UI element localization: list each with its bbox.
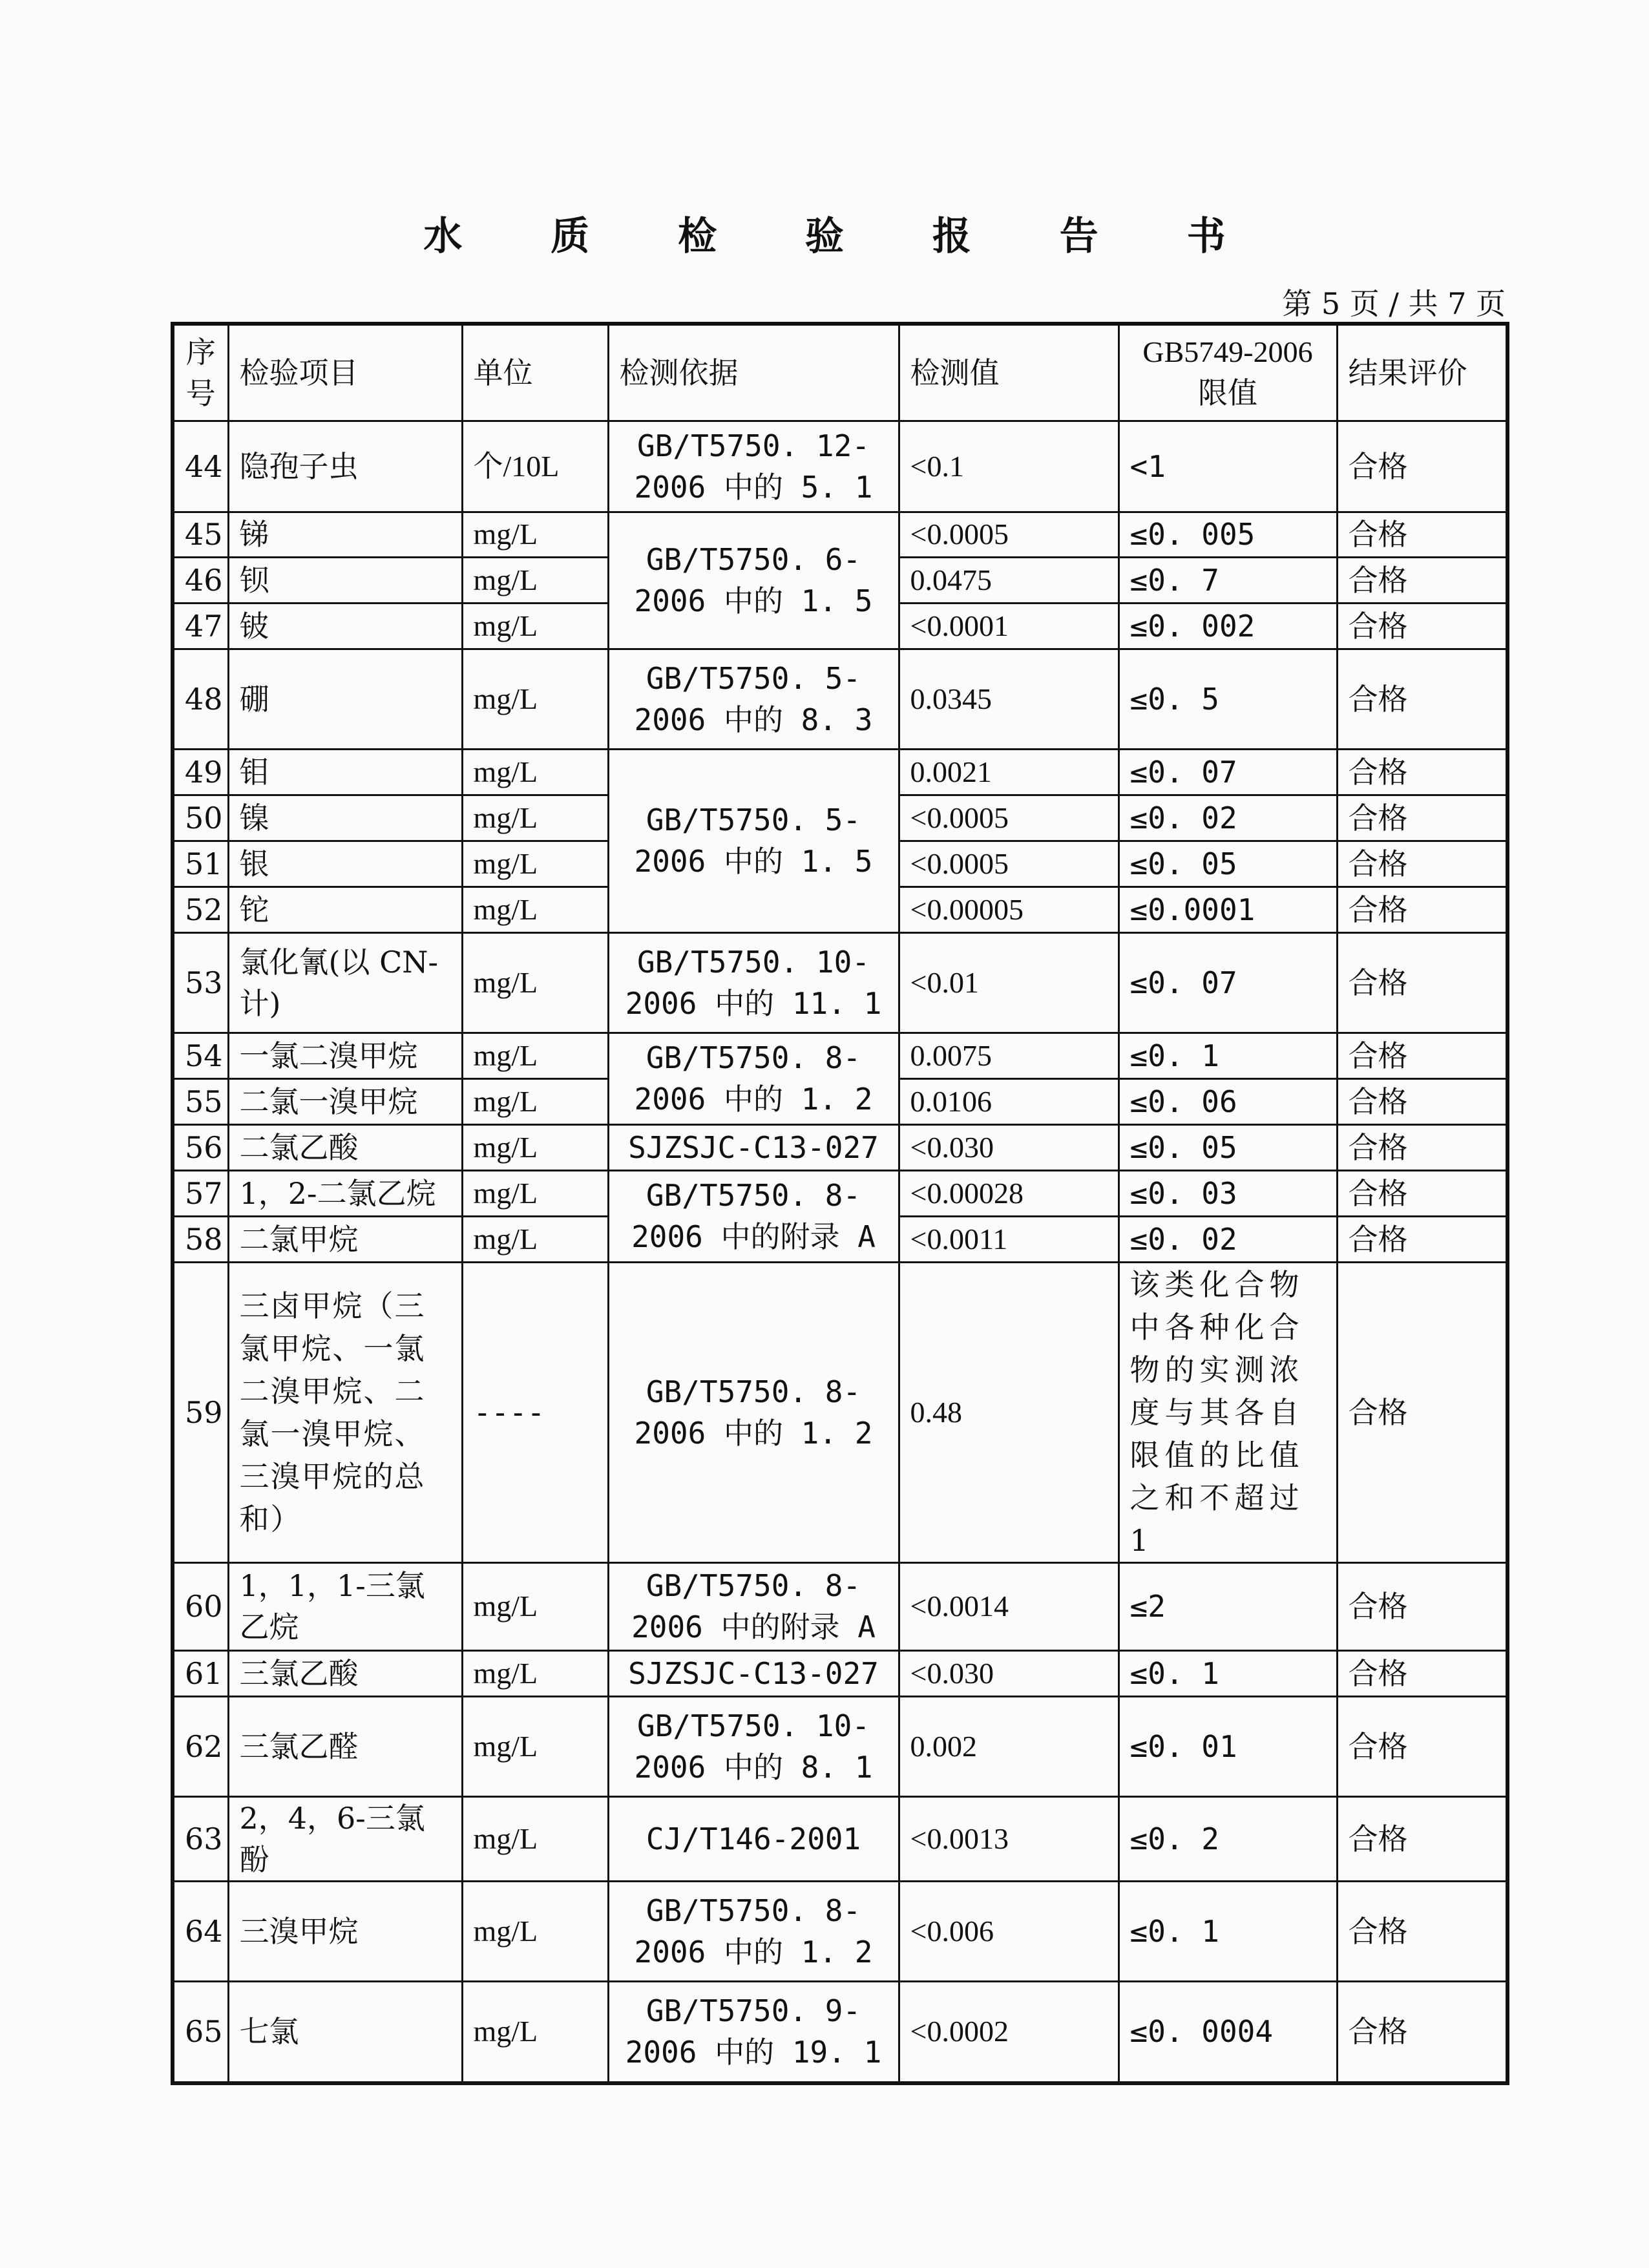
cell-result: 合格 bbox=[1337, 795, 1507, 841]
cell-limit: ≤0. 01 bbox=[1119, 1696, 1337, 1796]
cell-seq: 54 bbox=[173, 1033, 228, 1078]
cell-unit: mg/L bbox=[462, 1033, 608, 1078]
cell-unit: mg/L bbox=[462, 1170, 608, 1216]
cell-basis: SJZSJC-C13-027 bbox=[608, 1124, 899, 1170]
cell-result: 合格 bbox=[1337, 649, 1507, 749]
cell-basis: CJ/T146-2001 bbox=[608, 1796, 899, 1881]
cell-item: 钼 bbox=[228, 749, 462, 795]
cell-item: 铍 bbox=[228, 603, 462, 649]
header-basis: 检测依据 bbox=[608, 324, 899, 421]
cell-measured: <0.0005 bbox=[899, 841, 1119, 887]
cell-item: 一氯二溴甲烷 bbox=[228, 1033, 462, 1078]
cell-result: 合格 bbox=[1337, 749, 1507, 795]
cell-seq: 62 bbox=[173, 1696, 228, 1796]
cell-limit: <1 bbox=[1119, 421, 1337, 512]
cell-result: 合格 bbox=[1337, 932, 1507, 1033]
cell-measured: <0.0002 bbox=[899, 1981, 1119, 2083]
cell-seq: 51 bbox=[173, 841, 228, 887]
cell-unit: mg/L bbox=[462, 1881, 608, 1981]
cell-measured: <0.0014 bbox=[899, 1562, 1119, 1650]
cell-limit: ≤0. 1 bbox=[1119, 1881, 1337, 1981]
cell-basis: GB/T5750. 10-2006 中的 11. 1 bbox=[608, 932, 899, 1033]
cell-result: 合格 bbox=[1337, 1262, 1507, 1562]
cell-basis: GB/T5750. 12-2006 中的 5. 1 bbox=[608, 421, 899, 512]
cell-measured: 0.0075 bbox=[899, 1033, 1119, 1078]
cell-seq: 57 bbox=[173, 1170, 228, 1216]
cell-seq: 63 bbox=[173, 1796, 228, 1881]
header-result: 结果评价 bbox=[1337, 324, 1507, 421]
cell-limit: ≤0. 07 bbox=[1119, 749, 1337, 795]
cell-unit: mg/L bbox=[462, 649, 608, 749]
cell-item: 钡 bbox=[228, 557, 462, 603]
cell-measured: 0.0475 bbox=[899, 557, 1119, 603]
cell-seq: 46 bbox=[173, 557, 228, 603]
cell-unit: mg/L bbox=[462, 603, 608, 649]
cell-limit: ≤0. 0004 bbox=[1119, 1981, 1337, 2083]
cell-seq: 47 bbox=[173, 603, 228, 649]
cell-seq: 49 bbox=[173, 749, 228, 795]
cell-basis: GB/T5750. 9-2006 中的 19. 1 bbox=[608, 1981, 899, 2083]
cell-measured: 0.48 bbox=[899, 1262, 1119, 1562]
cell-measured: <0.0013 bbox=[899, 1796, 1119, 1881]
cell-unit: mg/L bbox=[462, 1650, 608, 1696]
cell-limit: ≤0. 5 bbox=[1119, 649, 1337, 749]
cell-result: 合格 bbox=[1337, 1796, 1507, 1881]
cell-seq: 48 bbox=[173, 649, 228, 749]
cell-unit: mg/L bbox=[462, 1078, 608, 1124]
cell-seq: 59 bbox=[173, 1262, 228, 1562]
cell-limit: ≤0. 05 bbox=[1119, 1124, 1337, 1170]
header-limit: GB5749-2006 限值 bbox=[1119, 324, 1337, 421]
cell-result: 合格 bbox=[1337, 887, 1507, 932]
cell-item: 2，4，6-三氯酚 bbox=[228, 1796, 462, 1881]
cell-item: 隐孢子虫 bbox=[228, 421, 462, 512]
cell-unit: mg/L bbox=[462, 749, 608, 795]
cell-result: 合格 bbox=[1337, 1650, 1507, 1696]
cell-measured: 0.0106 bbox=[899, 1078, 1119, 1124]
cell-item: 1，1，1-三氯乙烷 bbox=[228, 1562, 462, 1650]
cell-result: 合格 bbox=[1337, 1078, 1507, 1124]
cell-basis: GB/T5750. 8-2006 中的 1. 2 bbox=[608, 1033, 899, 1124]
cell-measured: 0.002 bbox=[899, 1696, 1119, 1796]
cell-limit: ≤0. 02 bbox=[1119, 1216, 1337, 1262]
cell-unit: mg/L bbox=[462, 1124, 608, 1170]
cell-seq: 50 bbox=[173, 795, 228, 841]
cell-unit: 个/10L bbox=[462, 421, 608, 512]
cell-measured: <0.0001 bbox=[899, 603, 1119, 649]
cell-limit: ≤0. 7 bbox=[1119, 557, 1337, 603]
table-row bbox=[173, 932, 1507, 1033]
cell-result: 合格 bbox=[1337, 1033, 1507, 1078]
cell-item: 硼 bbox=[228, 649, 462, 749]
cell-seq: 65 bbox=[173, 1981, 228, 2083]
cell-unit: mg/L bbox=[462, 795, 608, 841]
cell-result: 合格 bbox=[1337, 1124, 1507, 1170]
table-row bbox=[173, 1881, 1507, 1981]
cell-limit: ≤0. 002 bbox=[1119, 603, 1337, 649]
cell-result: 合格 bbox=[1337, 1981, 1507, 2083]
cell-basis: GB/T5750. 10-2006 中的 8. 1 bbox=[608, 1696, 899, 1796]
cell-basis: GB/T5750. 8-2006 中的 1. 2 bbox=[608, 1881, 899, 1981]
table-row bbox=[173, 649, 1507, 749]
cell-unit: mg/L bbox=[462, 1216, 608, 1262]
cell-measured: <0.00028 bbox=[899, 1170, 1119, 1216]
cell-limit: ≤0.0001 bbox=[1119, 887, 1337, 932]
cell-item: 1，2-二氯乙烷 bbox=[228, 1170, 462, 1216]
cell-limit: ≤0. 07 bbox=[1119, 932, 1337, 1033]
table-row bbox=[173, 1124, 1507, 1170]
cell-measured: 0.0345 bbox=[899, 649, 1119, 749]
cell-result: 合格 bbox=[1337, 841, 1507, 887]
cell-measured: <0.0005 bbox=[899, 512, 1119, 557]
table-row bbox=[173, 749, 1507, 795]
cell-measured: <0.1 bbox=[899, 421, 1119, 512]
cell-seq: 44 bbox=[173, 421, 228, 512]
cell-item: 锑 bbox=[228, 512, 462, 557]
cell-basis: GB/T5750. 6-2006 中的 1. 5 bbox=[608, 512, 899, 649]
cell-result: 合格 bbox=[1337, 1562, 1507, 1650]
cell-unit: mg/L bbox=[462, 841, 608, 887]
cell-unit: mg/L bbox=[462, 1562, 608, 1650]
cell-seq: 58 bbox=[173, 1216, 228, 1262]
table-row bbox=[173, 512, 1507, 557]
table-row bbox=[173, 421, 1507, 512]
cell-basis: SJZSJC-C13-027 bbox=[608, 1650, 899, 1696]
cell-result: 合格 bbox=[1337, 1881, 1507, 1981]
table-row bbox=[173, 1170, 1507, 1216]
cell-item: 三氯乙醛 bbox=[228, 1696, 462, 1796]
cell-seq: 55 bbox=[173, 1078, 228, 1124]
cell-basis: GB/T5750. 8-2006 中的 1. 2 bbox=[608, 1262, 899, 1562]
cell-limit: ≤0. 2 bbox=[1119, 1796, 1337, 1881]
cell-limit: ≤0. 03 bbox=[1119, 1170, 1337, 1216]
header-seq: 序号 bbox=[173, 324, 228, 421]
cell-item: 三卤甲烷（三氯甲烷、一氯二溴甲烷、二氯一溴甲烷、三溴甲烷的总和） bbox=[228, 1262, 462, 1562]
cell-result: 合格 bbox=[1337, 421, 1507, 512]
cell-item: 铊 bbox=[228, 887, 462, 932]
table-row bbox=[173, 1981, 1507, 2083]
cell-limit: ≤0. 05 bbox=[1119, 841, 1337, 887]
cell-unit: mg/L bbox=[462, 887, 608, 932]
cell-result: 合格 bbox=[1337, 557, 1507, 603]
header-item: 检验项目 bbox=[228, 324, 462, 421]
cell-measured: <0.006 bbox=[899, 1881, 1119, 1981]
cell-basis: GB/T5750. 8-2006 中的附录 A bbox=[608, 1562, 899, 1650]
report-title: 水 质 检 验 报 告 书 bbox=[423, 214, 1263, 259]
cell-item: 二氯一溴甲烷 bbox=[228, 1078, 462, 1124]
cell-measured: <0.030 bbox=[899, 1650, 1119, 1696]
cell-item: 二氯乙酸 bbox=[228, 1124, 462, 1170]
cell-limit: ≤0. 06 bbox=[1119, 1078, 1337, 1124]
cell-unit: mg/L bbox=[462, 932, 608, 1033]
cell-item: 三溴甲烷 bbox=[228, 1881, 462, 1981]
cell-limit: ≤0. 1 bbox=[1119, 1033, 1337, 1078]
cell-result: 合格 bbox=[1337, 1216, 1507, 1262]
cell-limit: ≤0. 1 bbox=[1119, 1650, 1337, 1696]
cell-measured: <0.01 bbox=[899, 932, 1119, 1033]
cell-result: 合格 bbox=[1337, 512, 1507, 557]
cell-measured: <0.0005 bbox=[899, 795, 1119, 841]
cell-seq: 45 bbox=[173, 512, 228, 557]
header-measured: 检测值 bbox=[899, 324, 1119, 421]
cell-unit: mg/L bbox=[462, 1796, 608, 1881]
cell-seq: 61 bbox=[173, 1650, 228, 1696]
cell-item: 二氯甲烷 bbox=[228, 1216, 462, 1262]
page-indicator: 第 5 页 / 共 7 页 bbox=[1282, 286, 1506, 321]
cell-result: 合格 bbox=[1337, 603, 1507, 649]
table-row bbox=[173, 1650, 1507, 1696]
cell-basis: GB/T5750. 8-2006 中的附录 A bbox=[608, 1170, 899, 1262]
cell-basis: GB/T5750. 5-2006 中的 1. 5 bbox=[608, 749, 899, 932]
cell-basis: GB/T5750. 5-2006 中的 8. 3 bbox=[608, 649, 899, 749]
cell-unit: ---- bbox=[462, 1262, 608, 1562]
cell-result: 合格 bbox=[1337, 1170, 1507, 1216]
cell-measured: <0.0011 bbox=[899, 1216, 1119, 1262]
table-row bbox=[173, 1696, 1507, 1796]
cell-measured: 0.0021 bbox=[899, 749, 1119, 795]
results-table bbox=[171, 322, 1509, 2085]
cell-unit: mg/L bbox=[462, 557, 608, 603]
table-row bbox=[173, 1262, 1507, 1562]
table-row bbox=[173, 1562, 1507, 1650]
table-header-row bbox=[173, 324, 1507, 421]
cell-item: 氯化氰(以 CN- 计) bbox=[228, 932, 462, 1033]
cell-measured: <0.00005 bbox=[899, 887, 1119, 932]
cell-seq: 53 bbox=[173, 932, 228, 1033]
cell-seq: 52 bbox=[173, 887, 228, 932]
cell-unit: mg/L bbox=[462, 1696, 608, 1796]
cell-item: 七氯 bbox=[228, 1981, 462, 2083]
cell-measured: <0.030 bbox=[899, 1124, 1119, 1170]
cell-result: 合格 bbox=[1337, 1696, 1507, 1796]
cell-item: 三氯乙酸 bbox=[228, 1650, 462, 1696]
table-row bbox=[173, 1033, 1507, 1078]
cell-limit: ≤2 bbox=[1119, 1562, 1337, 1650]
cell-limit: ≤0. 005 bbox=[1119, 512, 1337, 557]
cell-limit: ≤0. 02 bbox=[1119, 795, 1337, 841]
cell-seq: 64 bbox=[173, 1881, 228, 1981]
cell-unit: mg/L bbox=[462, 512, 608, 557]
cell-limit: 该类化合物中各种化合物的实测浓度与其各自限值的比值之和不超过1 bbox=[1119, 1262, 1337, 1562]
table-row bbox=[173, 1796, 1507, 1881]
cell-item: 镍 bbox=[228, 795, 462, 841]
cell-unit: mg/L bbox=[462, 1981, 608, 2083]
header-unit: 单位 bbox=[462, 324, 608, 421]
cell-seq: 60 bbox=[173, 1562, 228, 1650]
cell-seq: 56 bbox=[173, 1124, 228, 1170]
cell-item: 银 bbox=[228, 841, 462, 887]
